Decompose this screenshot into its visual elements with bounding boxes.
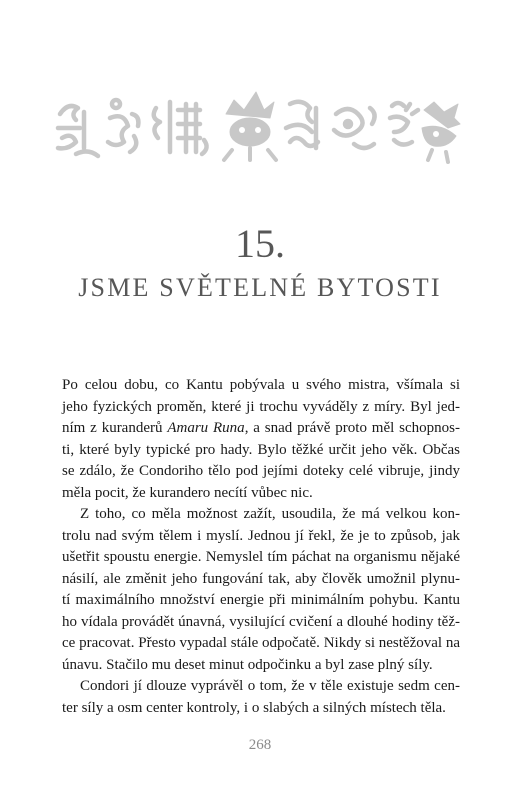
ornament-glyph-2 xyxy=(108,100,138,152)
ornament-glyph-3 xyxy=(154,102,207,154)
text-line xyxy=(62,698,460,720)
text-line xyxy=(62,612,460,634)
paragraph xyxy=(62,504,460,676)
chapter-number: 15. xyxy=(235,221,285,266)
text-segment: tí maximálního množství energie při minimálním pohybu. Kantu xyxy=(62,592,460,608)
page-number: 268 xyxy=(248,737,272,753)
text-segment: trolu nad svým tělem i myslí. Jednou jí řekl, že je to způsob, jak xyxy=(62,527,460,544)
ornament-glyph-6 xyxy=(334,108,375,148)
text-segment: ho vídala provádět únavná, vysilující cvičení a dlouhé hodiny těž- xyxy=(62,613,460,630)
ornament-glyph-1 xyxy=(58,106,98,156)
text-line xyxy=(62,633,460,655)
text-line xyxy=(62,418,460,440)
text-segment: násilí, ale změnit jeho fungování tak, aby člověk umožnil plynu- xyxy=(62,570,460,587)
text-line xyxy=(62,526,460,548)
italic-term: Amaru Runa xyxy=(167,420,245,436)
text-line xyxy=(62,483,460,505)
text-segment: únavu. Stačilo mu deset minut odpočinku a byl zase plný síly. xyxy=(62,656,433,673)
ornament-glyph-7 xyxy=(390,103,418,145)
text-segment: měla pocit, že kurandero necítí vůbec nic. xyxy=(62,484,313,501)
glyph-ornament-band xyxy=(54,84,466,166)
body-text xyxy=(62,375,460,719)
paragraph xyxy=(62,375,460,504)
text-segment: Condori jí dlouze vyprávěl o tom, že v těle existuje sedm cen- xyxy=(80,678,460,694)
text-segment: , a snad právě proto měl schopnos- xyxy=(244,420,460,436)
text-line xyxy=(62,375,460,397)
text-line xyxy=(62,655,460,677)
text-segment: ce pracovat. Přesto vypadal stále odpočatě. Nikdy si nestěžoval na xyxy=(62,635,460,651)
text-segment: ti, které byly typické pro hady. Bylo těžké určit jeho věk. Občas xyxy=(62,441,460,458)
text-line xyxy=(62,590,460,612)
text-line xyxy=(62,547,460,569)
text-line xyxy=(62,440,460,462)
paragraph xyxy=(62,676,460,719)
ornament-glyph-5 xyxy=(286,102,318,148)
text-segment: Po celou dobu, co Kantu pobývala u svého mistra, všímala si xyxy=(62,377,460,393)
text-segment: jeho fyzických proměn, které ji trochu vyváděly z míry. Byl jed- xyxy=(62,398,460,415)
ornament-glyph-4 xyxy=(224,92,276,160)
text-segment: se zdálo, že Condoriho tělo pod jejími doteky celé vibruje, jindy xyxy=(62,463,460,479)
text-segment: ním z kuranderů xyxy=(62,420,168,436)
chapter-title: JSME SVĚTELNÉ BYTOSTI xyxy=(78,273,442,302)
text-line xyxy=(62,569,460,591)
text-line xyxy=(62,504,460,526)
text-line xyxy=(62,461,460,483)
text-line xyxy=(62,397,460,419)
text-segment: Z toho, co měla možnost zažít, usoudila, že má velkou kon- xyxy=(80,506,460,522)
ornament-glyph-8 xyxy=(422,102,460,162)
text-segment: ter síly a osm center kontroly, i o slabých a silných místech těla. xyxy=(62,699,446,716)
text-segment: ušetřit spoustu energie. Nemyslel tím páchat na organismu nějaké xyxy=(62,549,460,565)
text-line xyxy=(62,676,460,698)
